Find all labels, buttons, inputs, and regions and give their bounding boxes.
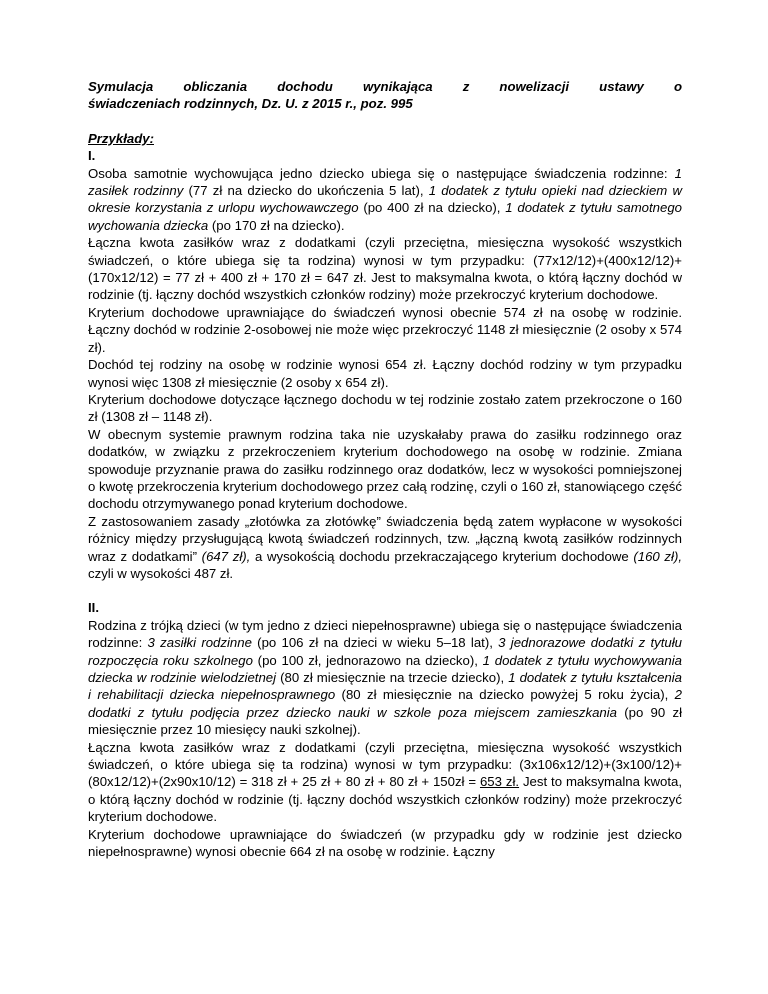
section-2-numeral: II. [88,600,99,616]
title-line-1: Symulacja obliczania dochodu wynikająca z nowelizacji ustawy o [88,79,682,94]
section-1-paragraph-2: Łączna kwota zasiłków wraz z dodatkami (czyli przeciętna, miesięczna wysokość wszystkich świadczeń, o które ubiega się ta rodzina) wynosi w tym przypadku: (77x12/12)+(400x12/12)+(170x12/12) = 77 zł + 400 zł + 170 zł = 647 zł. Jest to maksymalna kwota, o którą łączny dochód w rodzinie (tj. łączny dochód wszystkich członków rodziny) może przekroczyć kryterium dochodowe. [88,235,682,303]
section-1-paragraph-1: Osoba samotnie wychowująca jedno dziecko ubiega się o następujące świadczenia rodzinne: 1 zasiłek rodzinny (77 zł na dziecko do ukończenia 5 lat), 1 dodatek z tytułu opieki nad dzieckiem w okresie korzystania z urlopu wychowawczego (po 400 zł na dziecko), 1 dodatek z tytułu samotnego wychowania dziecka (po 170 zł na dziecko). [88,165,683,233]
section-1-numeral: I. [88,148,96,164]
section-1-paragraph-5: Kryterium dochodowe dotyczące łącznego dochodu w tej rodzinie zostało zatem przekroczone o 160 zł (1308 zł – 1148 zł). [88,391,682,425]
section-2-paragraph-1: Rodzina z trójką dzieci (w tym jedno z dzieci niepełnosprawne) ubiega się o następujące świadczenia rodzinne: 3 zasiłki rodzinne (po 106 zł na dzieci w wieku 5–18 lat), 3 jednorazowe dodatki z tytułu rozpoczęcia roku szkolnego (po 100 zł, jednorazowo na dziecko), 1 dodatek z tytułu wychowywania dziecka w rodzinie wielodzietnej (80 zł miesięcznie na trzecie dziecko), 1 dodatek z tytułu kształcenia i rehabilitacji dziecka niepełnosprawnego (80 zł miesięcznie na dziecko powyżej 5 roku życia), 2 dodatki z tytułu podjęcia przez dziecko nauki w szkole poza miejscem zamieszkania (po 90 zł miesięcznie przez 10 miesięcy nauki szkolnej). [88,617,682,738]
document-title [88,78,682,113]
document-page [88,78,682,860]
section-1-paragraph-6: W obecnym systemie prawnym rodzina taka nie uzyskałaby prawa do zasiłku rodzinnego oraz dodatków, w związku z przekroczeniem kryterium dochodowego na osobę w rodzinie. Zmiana spowoduje przyznanie prawa do zasiłku rodzinnego oraz dodatków, lecz w wysokości pomniejszonej o kwotę przekroczenia kryterium dochodowego przez całą rodzinę, czyli o 160 zł, stanowiącego część dochodu otrzymywanego ponad kryterium dochodowe. [88,426,682,512]
section-1-paragraph-3: Kryterium dochodowe uprawniające do świadczeń wynosi obecnie 574 zł na osobę w rodzinie. Łączny dochód w rodzinie 2-osobowej nie może więc przekroczyć 1148 zł miesięcznie (2 osoby x 574 zł). [88,304,682,355]
section-1-paragraph-4: Dochód tej rodziny na osobę w rodzinie wynosi 654 zł. Łączny dochód rodziny w tym przypadku wynosi więc 1308 zł miesięcznie (2 osoby x 654 zł). [88,357,682,390]
examples-heading: Przykłady: [88,130,154,146]
section-2-paragraph-3: Kryterium dochodowe uprawniające do świadczeń (w przypadku gdy w rodzinie jest dziecko niepełnosprawne) wynosi obecnie 664 zł na osobę w rodzinie. Łączny [88,826,682,860]
section-2-paragraph-2: Łączna kwota zasiłków wraz z dodatkami (czyli przeciętna, miesięczna wysokość wszystkich świadczeń, o które ubiega się ta rodzina) wynosi w tym przypadku: (3x106x12/12)+(3x100/12)+(80x12/12)+(2x90x10/12) = 318 zł + 25 zł + 80 zł + 80 zł + 150zł = 653 zł. Jest to maksymalna kwota, o którą łączny dochód w rodzinie (tj. łączny dochód wszystkich członków rodziny) może przekroczyć kryterium dochodowe. [88,739,682,825]
title-line-2: świadczeniach rodzinnych, Dz. U. z 2015 r., poz. 995 [88,96,413,112]
section-1-paragraph-7: Z zastosowaniem zasady „złotówka za złotówkę” świadczenia będą zatem wypłacone w wysokości różnicy między przysługującą kwotą świadczeń rodzinnych, tzw. „łączną kwotą zasiłków rodzinnych wraz z dodatkami” (647 zł), a wysokością dochodu przekraczającego kryterium dochodowe (160 zł), czyli w wysokości 487 zł. [88,513,682,581]
